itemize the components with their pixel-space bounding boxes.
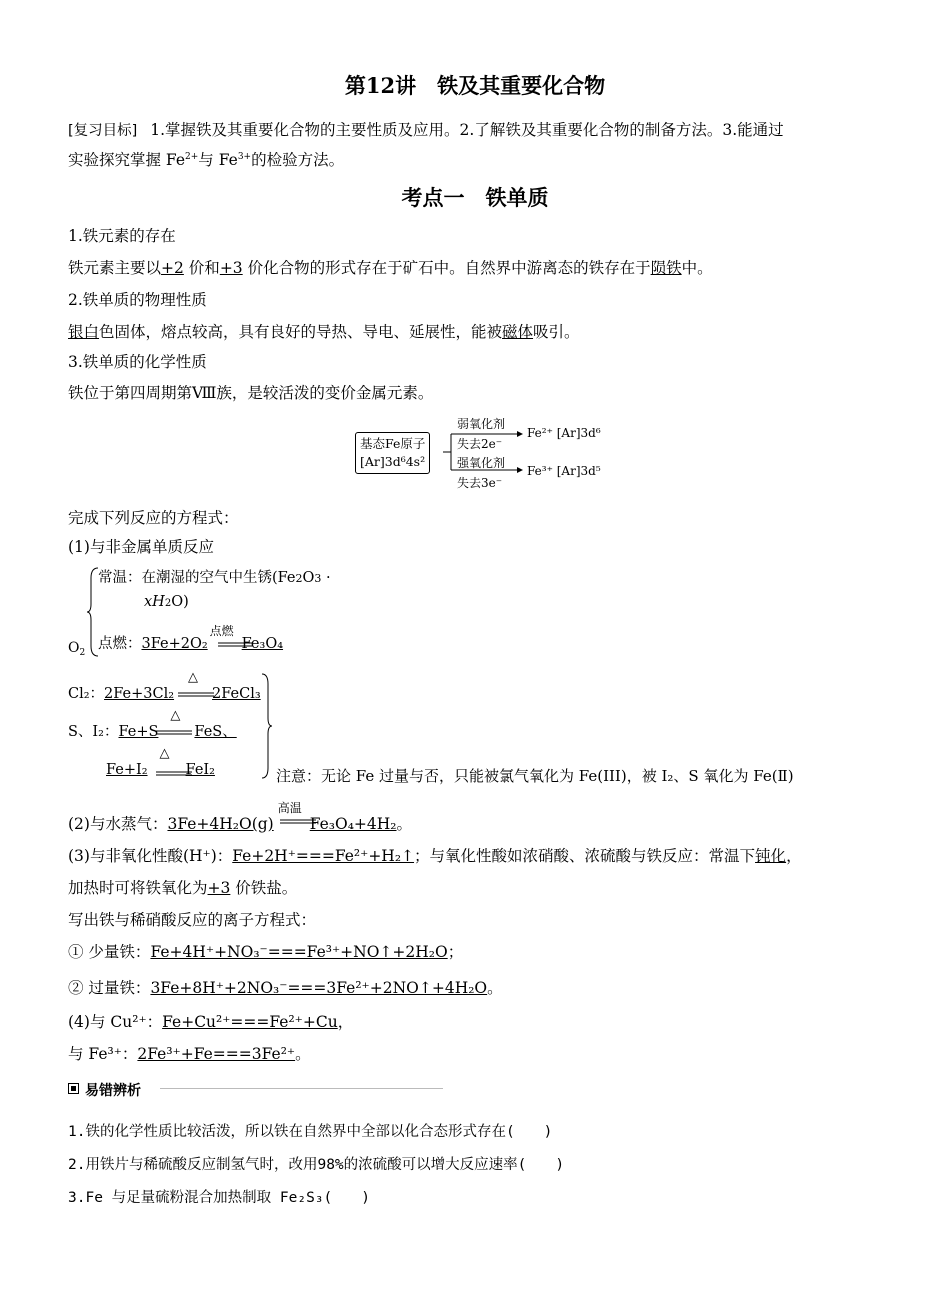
- review-goal-text1: 1.掌握铁及其重要化合物的主要性质及应用。2.了解铁及其重要化合物的制备方法。3.能通过: [150, 121, 784, 139]
- o2-text: O: [68, 640, 80, 656]
- heading-1: 1.铁元素的存在: [68, 227, 176, 245]
- r3-eq: Fe+2H⁺===Fe²⁺+H₂↑: [232, 847, 415, 865]
- fe2-product: Fe²⁺ [Ar]3d⁶: [527, 426, 601, 440]
- n2-eq: 3Fe+8H⁺+2NO₃⁻===3Fe²⁺+2NO↑+4H₂O: [150, 979, 488, 997]
- r2-label: (2)与水蒸气：: [68, 815, 168, 833]
- error-section-head: [68, 1080, 141, 1100]
- para-3: 铁位于第四周期第Ⅷ族，是较活泼的变价金属元素。: [68, 384, 434, 402]
- s-label: S、I₂：: [68, 724, 119, 740]
- strong-electron-loss: 失去3e⁻: [457, 476, 503, 490]
- fe-atom-box: [355, 432, 430, 474]
- heading-2: 2.铁单质的物理性质: [68, 291, 207, 309]
- ignite-condition: 点燃: [209, 624, 234, 638]
- cl2-eq-b: 2FeCl₃: [212, 686, 261, 702]
- section-divider: [160, 1088, 443, 1089]
- s-equals: [156, 730, 192, 736]
- reaction-1-heading: (1)与非金属单质反应: [68, 538, 214, 556]
- s-eq-a: Fe+S: [118, 724, 159, 740]
- review-goal-text2a: 实验探究掌握 Fe: [68, 151, 186, 169]
- o2-sub: 2: [79, 648, 86, 658]
- reactions-intro: 完成下列反应的方程式：: [68, 509, 239, 527]
- cl2-equals: [178, 692, 214, 698]
- p2-blank1: 银白: [68, 323, 100, 341]
- page-title: 第12讲 铁及其重要化合物: [344, 73, 606, 98]
- halogen-brace: [260, 672, 274, 780]
- p1-blank3: 陨铁: [650, 259, 682, 277]
- r2-eq-a: 3Fe+4H₂O(g): [167, 815, 274, 833]
- halogen-note: 注意：无论 Fe 过量与否，只能被氯气氧化为 Fe(III)，被 I₂、S 氧化为 Fe(Ⅱ): [276, 767, 794, 785]
- i-eq-a: Fe+I₂: [106, 762, 148, 778]
- fe3-product: Fe³⁺ [Ar]3d⁵: [527, 464, 601, 478]
- nitric-2: [68, 976, 503, 998]
- i-heat: △: [159, 746, 170, 761]
- n2-end: 。: [487, 979, 503, 997]
- cl2-line: [68, 670, 261, 703]
- i-equals: [156, 771, 192, 777]
- r3-end: ，: [786, 847, 802, 865]
- reaction-2: [68, 801, 413, 834]
- p1-blank1: +2: [161, 259, 184, 277]
- n2-label: ② 过量铁：: [68, 979, 151, 997]
- box-line1: 基态Fe原子: [360, 436, 426, 451]
- s-eq-b: FeS、: [194, 724, 237, 740]
- section-title: 考点一 铁单质: [401, 185, 549, 210]
- nitric-intro: 写出铁与稀硝酸反应的离子方程式：: [68, 911, 317, 929]
- o2-equals: [218, 642, 252, 648]
- heading-3: 3.铁单质的化学性质: [68, 353, 207, 371]
- cl2-heat: △: [188, 670, 199, 685]
- s-line: [68, 708, 237, 741]
- reaction-3-line2: [68, 876, 297, 898]
- o2-ignite-prod: Fe₃O₄: [241, 636, 284, 652]
- p1-b: 价和: [183, 259, 220, 277]
- o2-ignite-label: 点燃：: [98, 636, 142, 652]
- error-q1: 1.铁的化学性质比较活泼，所以铁在自然界中全部以化合态形式存在( ): [68, 1124, 553, 1140]
- r3-label: (3)与非氧化性酸(H⁺)：: [68, 847, 233, 865]
- cl2-eq-a: 2Fe+3Cl₂: [104, 686, 175, 702]
- para-1: [68, 256, 713, 278]
- p2-a: 色固体，熔点较高，具有良好的导热、导电、延展性，能被: [99, 323, 503, 341]
- error-q3: 3.Fe 与足量硫粉混合加热制取 Fe₂S₃( ): [68, 1190, 370, 1206]
- review-goal-text2c: 的检验方法。: [251, 151, 345, 169]
- r3-mid: ；与氧化性酸如浓硝酸、浓硫酸与铁反应：常温下: [414, 847, 756, 865]
- review-goal-label: [复习目标]: [68, 123, 138, 139]
- section-marker-icon: [68, 1083, 79, 1094]
- r2-condition: 高温: [277, 801, 302, 815]
- p1-d: 中。: [681, 259, 713, 277]
- o2-label: [68, 640, 85, 656]
- i-eq-b: FeI₂: [185, 762, 215, 778]
- s-heat: △: [170, 708, 181, 723]
- sup-fe3: 3+: [237, 152, 252, 162]
- o2-normal-line: 常温：在潮湿的空气中生锈(Fe2O3 ·: [98, 570, 331, 586]
- r2-end: 。: [396, 815, 413, 833]
- strong-oxidant-label: 强氧化剂: [457, 456, 506, 470]
- r4-end: ，: [337, 1013, 354, 1031]
- r5-label: 与 Fe³⁺：: [68, 1045, 138, 1063]
- o2-normal-text2: xH: [144, 594, 165, 610]
- p1-blank2: +3: [219, 259, 243, 277]
- r4-label: (4)与 Cu²⁺：: [68, 1013, 163, 1031]
- weak-electron-loss: 失去2e⁻: [457, 437, 503, 451]
- o2-normal-text: 常温：在潮湿的空气中生锈(Fe: [98, 570, 296, 586]
- n1-label: ① 少量铁：: [68, 943, 151, 961]
- weak-oxidant-label: 弱氧化剂: [457, 417, 506, 431]
- reaction-3: [68, 844, 802, 866]
- fe-oxidation-diagram: [355, 414, 605, 494]
- review-goal-text2b: 与 Fe: [198, 151, 238, 169]
- p1-a: 铁元素主要以: [68, 259, 162, 277]
- review-goal-line1: [68, 118, 784, 140]
- cl2-label: Cl₂：: [68, 686, 105, 702]
- reaction-4: [68, 1010, 353, 1032]
- p2-blank2: 磁体: [502, 323, 534, 341]
- n1-end: ；: [447, 943, 464, 961]
- r5-end: 。: [295, 1045, 311, 1063]
- r2-equals: [280, 819, 316, 825]
- p1-c: 价化合物的形式存在于矿石中。自然界中游离态的铁存在于: [242, 259, 651, 277]
- r3-line2-blank: +3: [207, 879, 231, 897]
- o2-ignite-line: [98, 624, 284, 653]
- nitric-1: [68, 940, 463, 962]
- r3-line2-b: 价铁盐。: [230, 879, 298, 897]
- para-2: [68, 320, 580, 342]
- r3-line2-a: 加热时可将铁氧化为: [68, 879, 208, 897]
- r4-eq: Fe+Cu²⁺===Fe²⁺+Cu: [162, 1013, 338, 1031]
- box-line2: [Ar]3d⁶4s²: [360, 454, 426, 469]
- error-q2: 2.用铁片与稀硫酸反应制氢气时，改用98%的浓硫酸可以增大反应速率( ): [68, 1157, 565, 1173]
- r5-eq: 2Fe³⁺+Fe===3Fe²⁺: [137, 1045, 296, 1063]
- reaction-5: [68, 1042, 311, 1064]
- sup-fe2: 2+: [185, 152, 199, 162]
- o2-normal-line2: xH2O): [144, 594, 189, 610]
- o2-ignite-eq: 3Fe+2O₂: [141, 636, 208, 652]
- r3-blank: 钝化: [755, 847, 787, 865]
- r2-eq-b: Fe₃O₄+4H₂: [309, 815, 397, 833]
- n1-eq: Fe+4H⁺+NO₃⁻===Fe³⁺+NO↑+2H₂O: [150, 943, 448, 961]
- error-section-title: 易错辨析: [85, 1083, 141, 1099]
- p2-b: 吸引。: [533, 323, 580, 341]
- review-goal-line2: [68, 148, 344, 170]
